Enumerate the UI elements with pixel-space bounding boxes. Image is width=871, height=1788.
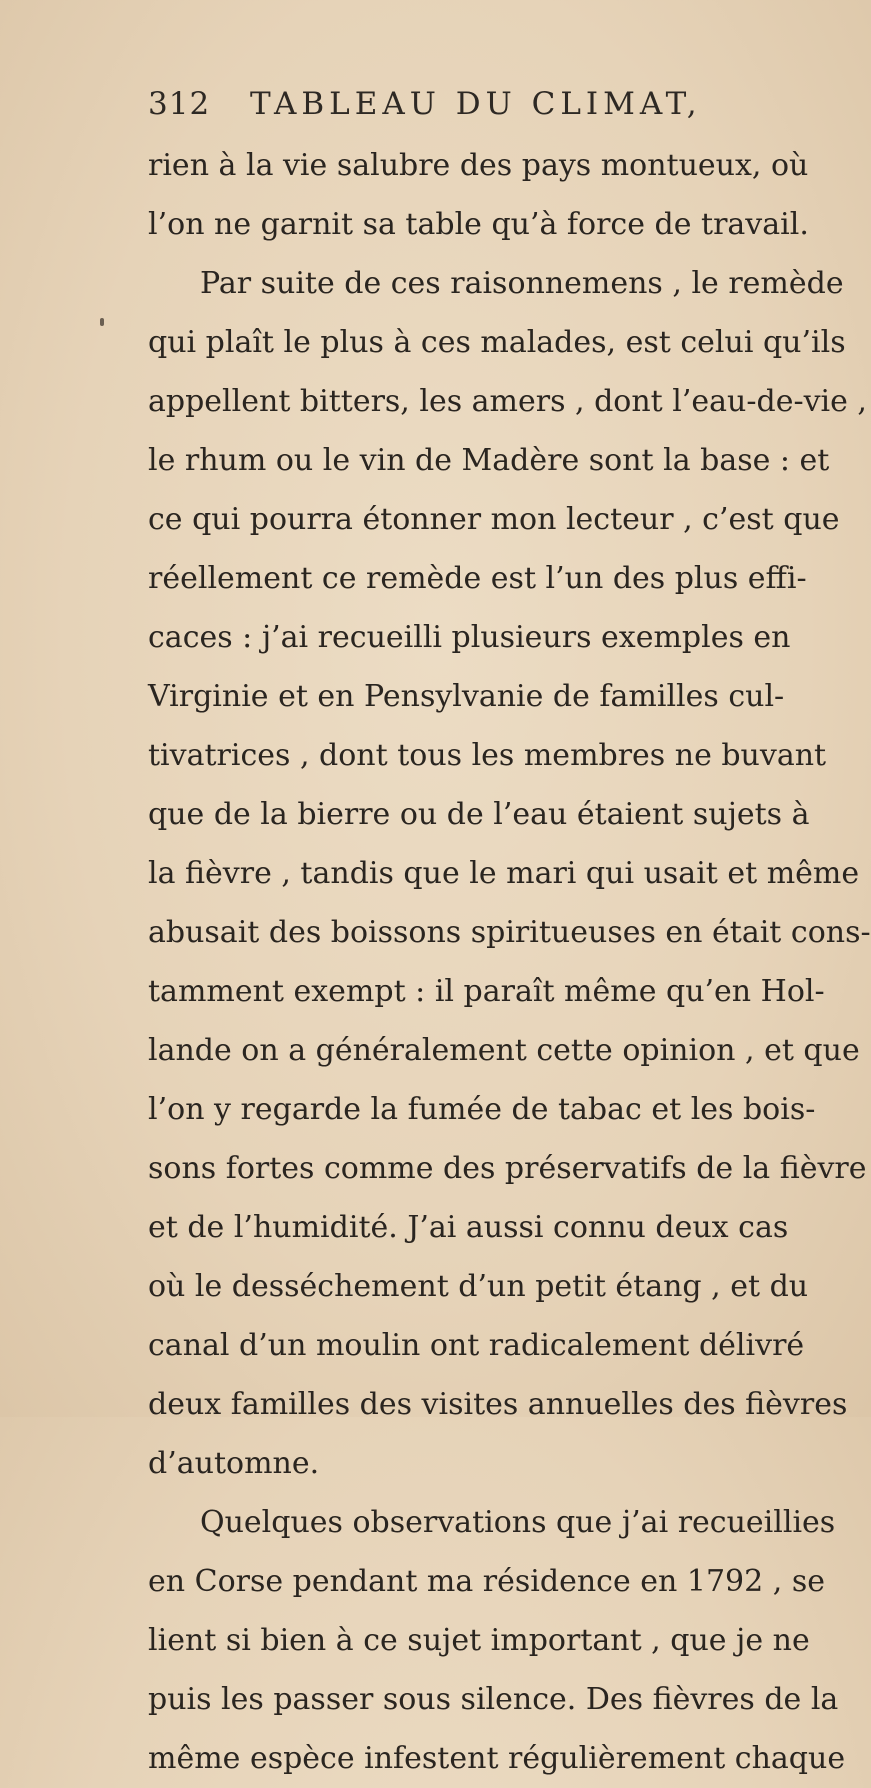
text-line: tamment exempt : il paraît même qu’en Hol-: [148, 974, 825, 1009]
text-line: appellent bitters, les amers , dont l’eau-de-vie ,: [148, 384, 867, 419]
text-line: l’on ne garnit sa table qu’à force de travail.: [148, 207, 809, 242]
text-line: où le desséchement d’un petit étang , et du: [148, 1269, 809, 1304]
text-line: d’automne.: [148, 1446, 320, 1481]
text-line: caces : j’ai recueilli plusieurs exemples en: [148, 620, 791, 655]
text-line: abusait des boissons spiritueuses en était cons-: [148, 915, 871, 950]
running-title: TABLEAU DU CLIMAT,: [250, 86, 702, 122]
text-line: la fièvre , tandis que le mari qui usait et même: [148, 856, 860, 891]
text-line: et de l’humidité. J’ai aussi connu deux cas: [148, 1210, 789, 1245]
page-number: 312: [148, 86, 211, 122]
text-line: ce qui pourra étonner mon lecteur , c’est que: [148, 502, 840, 537]
text-line: puis les passer sous silence. Des fièvres de la: [148, 1682, 839, 1717]
text-line: sons fortes comme des préservatifs de la fièvre: [148, 1151, 867, 1186]
text-line: Par suite de ces raisonnemens , le remède: [200, 266, 844, 301]
text-line: que de la bierre ou de l’eau étaient sujets à: [148, 797, 810, 832]
text-line: le rhum ou le vin de Madère sont la base : et: [148, 443, 830, 478]
text-line: même espèce infestent régulièrement chaque: [148, 1741, 846, 1776]
text-line: lande on a généralement cette opinion , et que: [148, 1033, 860, 1068]
text-line: tivatrices , dont tous les membres ne buvant: [148, 738, 827, 773]
text-line: réellement ce remède est l’un des plus effi-: [148, 561, 807, 596]
text-line: Virginie et en Pensylvanie de familles cul-: [148, 679, 785, 714]
text-line: lient si bien à ce sujet important , que je ne: [148, 1623, 810, 1658]
text-line: Quelques observations que j’ai recueillies: [200, 1505, 836, 1540]
text-line: rien à la vie salubre des pays montueux, où: [148, 148, 809, 183]
text-line: canal d’un moulin ont radicalement délivré: [148, 1328, 805, 1363]
running-header: [148, 86, 708, 136]
text-line: l’on y regarde la fumée de tabac et les bois-: [148, 1092, 816, 1127]
text-line: en Corse pendant ma résidence en 1792 , se: [148, 1564, 825, 1599]
margin-mark: [100, 318, 104, 326]
text-line: deux familles des visites annuelles des fièvres: [148, 1387, 848, 1422]
body-text: [148, 136, 871, 1788]
text-line: qui plaît le plus à ces malades, est celui qu’ils: [148, 325, 846, 360]
